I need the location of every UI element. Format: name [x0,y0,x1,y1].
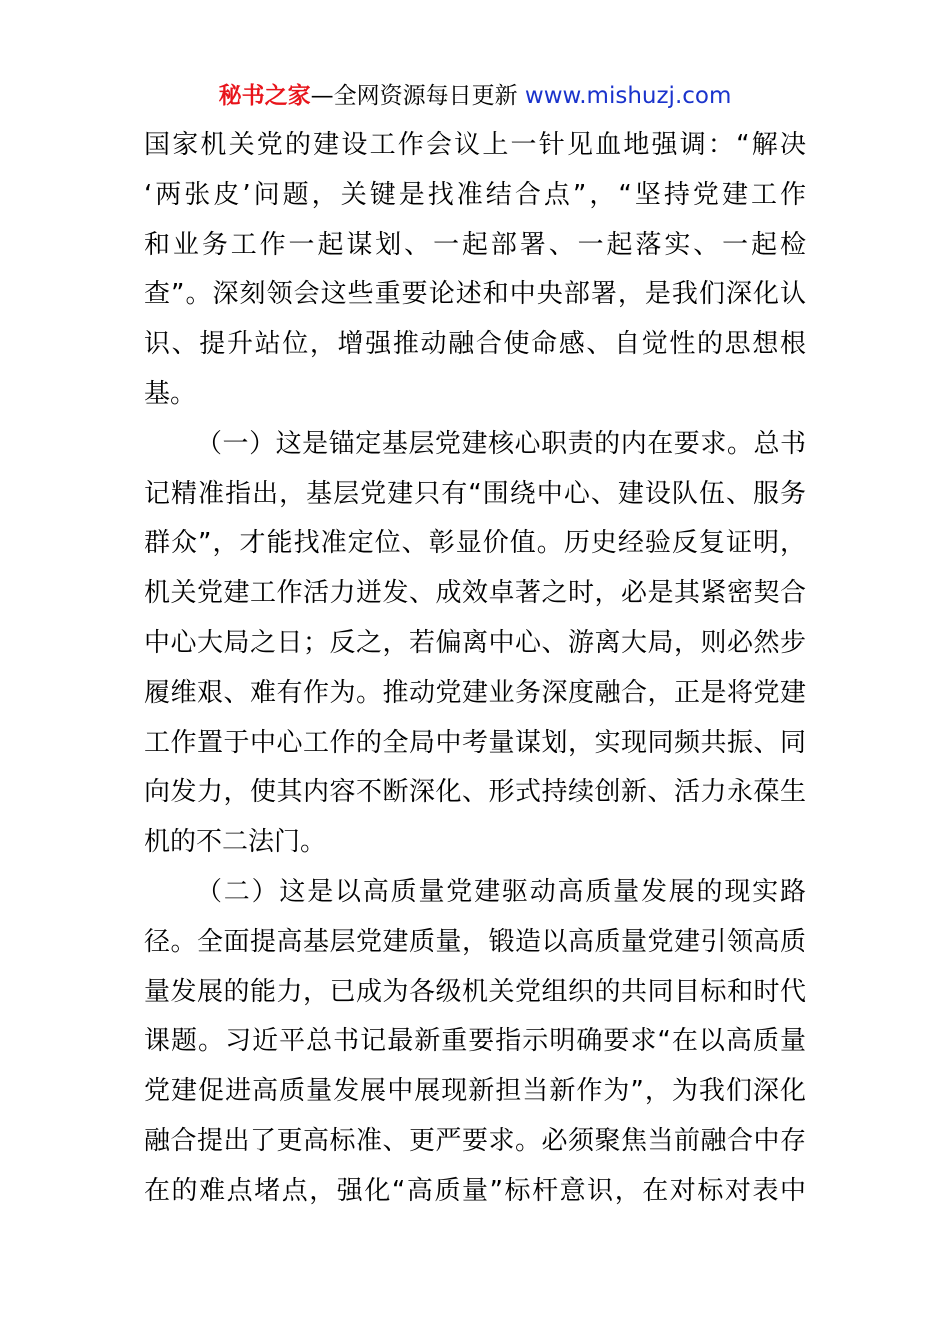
text-line: 工作置于中心工作的全局中考量谋划，实现同频共振、同 [144,727,806,758]
text-line: 查”。深刻领会这些重要论述和中央部署，是我们深化认 [144,279,806,310]
text-line: 量发展的能力，已成为各级机关党组织的共同目标和时代 [144,976,806,1007]
text-line: 识、提升站位，增强推动融合使命感、自觉性的思想根 [144,329,806,360]
text-line: 径。全面提高基层党建质量，锻造以高质量党建引领高质 [144,926,806,957]
document-body [144,121,806,1217]
text-line: 国家机关党的建设工作会议上一针见血地强调：“解决 [144,130,806,160]
text-line: 融合提出了更高标准、更严要求。必须聚焦当前融合中存 [144,1125,806,1156]
text-line: 履维艰、难有作为。推动党建业务深度融合，正是将党建 [144,677,806,708]
header-tagline: —全网资源每日更新 [310,83,525,109]
text-line: 中心大局之日；反之，若偏离中心、游离大局，则必然步 [144,627,806,658]
text-line: ‘两张皮’问题，关键是找准结合点”，“坚持党建工作 [144,179,806,210]
text-line: 和业务工作一起谋划、一起部署、一起落实、一起检 [144,229,806,260]
text-line: 向发力，使其内容不断深化、形式持续创新、活力永葆生 [144,777,806,808]
text-line: 机关党建工作活力迸发、成效卓著之时，必是其紧密契合 [144,578,806,609]
page-header [0,80,950,112]
text-line: 基。 [144,378,197,409]
text-line: 群众”，才能找准定位、彰显价值。历史经验反复证明， [144,528,806,559]
text-line: 党建促进高质量发展中展现新担当新作为”，为我们深化 [144,1076,806,1107]
text-line: 机的不二法门。 [144,827,327,858]
header-url-link[interactable]: www.mishuzj.com [524,83,732,109]
text-line: 记精准指出，基层党建只有“围绕中心、建设队伍、服务 [144,478,806,509]
text-line: 在的难点堵点，强化“高质量”标杆意识，在对标对表中 [144,1175,806,1206]
text-line: （二）这是以高质量党建驱动高质量发展的现实路 [196,876,806,907]
header-brand: 秘书之家 [218,83,311,109]
text-line: 课题。习近平总书记最新重要指示明确要求“在以高质量 [144,1026,806,1057]
text-line: （一）这是锚定基层党建核心职责的内在要求。总书 [196,428,806,459]
